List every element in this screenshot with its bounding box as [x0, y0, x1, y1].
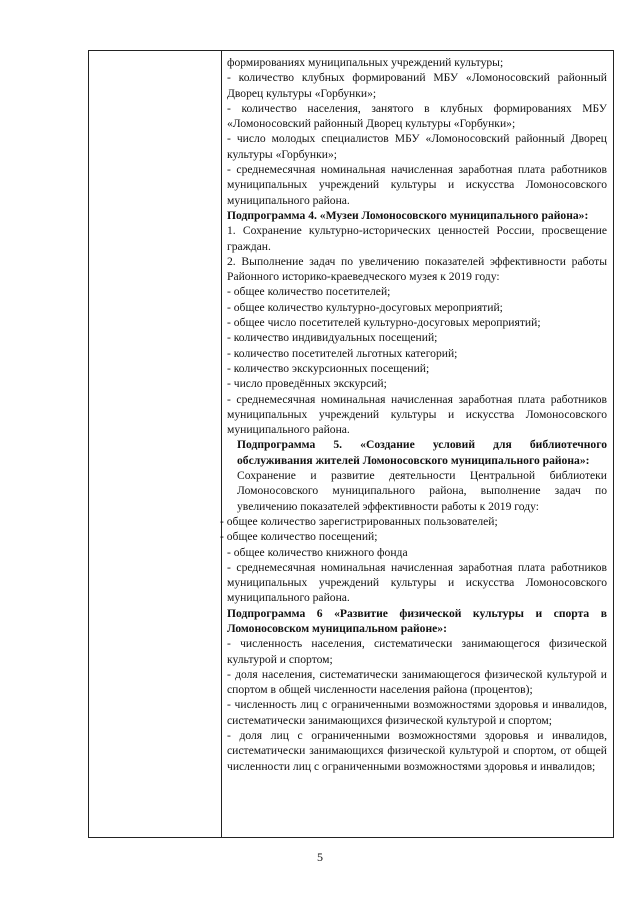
text-line: - количество населения, занятого в клубных формированиях МБУ «Ломоносовский районный Дворец культуры «Горбунки»; [227, 101, 607, 131]
text-line: - количество клубных формирований МБУ «Ломоносовский районный Дворец культуры «Горбунки»; [227, 71, 607, 100]
text-line: формированиях муниципальных учреждений культуры; [227, 56, 504, 69]
list-item: - количество индивидуальных посещений; [227, 331, 438, 345]
list-item: - общее количество зарегистрированных пользователей; [220, 514, 498, 528]
list-item: - количество экскурсионных посещений; [227, 361, 430, 375]
list-item: - численность населения, систематически занимающегося физической культурой и спортом; [227, 637, 607, 666]
list-item: 2. Выполнение задач по увеличению показателей эффективности работы Районного историко-краеведческого музея к 2019 году: [227, 254, 607, 284]
list-item: - общее количество книжного фонда [227, 545, 408, 559]
list-item: - среднемесячная номинальная начисленная заработная плата работников муниципальных учреждений культуры и искусства Ломоносовского муниципального района. [227, 560, 607, 605]
text-line: - среднемесячная номинальная начисленная заработная плата работников муниципальных учреждений культуры и искусства Ломоносовского муниципального района. [227, 163, 607, 207]
document-table [88, 50, 614, 838]
list-item: - доля населения, систематически занимающегося физической культурой и спортом в общей численности населения района (процентов); [227, 667, 607, 697]
list-item: - доля лиц с ограниченными возможностями здоровья и инвалидов, систематически занимающихся физической культурой и спортом, от общей численности лиц с ограниченными возможностями здоровья и инвалидов; [227, 729, 607, 773]
table-right-column [222, 51, 613, 837]
subprogram-5-intro: Сохранение и развитие деятельности Центральной библиотеки Ломоносовского муниципального района, выполнение задач по увеличению показателей эффективности работы к 2019 году: [237, 469, 607, 513]
table-left-column [89, 51, 222, 837]
list-item: - общее количество культурно-досуговых мероприятий; [227, 300, 503, 314]
list-item: - общее количество посещений; [220, 530, 378, 544]
list-item: 1. Сохранение культурно-исторических ценностей России, просвещение граждан. [227, 224, 607, 253]
list-item: - общее число посетителей культурно-досуговых мероприятий; [227, 316, 541, 330]
subprogram-5-title: Подпрограмма 5. «Создание условий для библиотечного обслуживания жителей Ломоносовского муниципального района»: [237, 438, 607, 467]
list-item: - количество посетителей льготных категорий; [227, 346, 458, 360]
list-item: - среднемесячная номинальная начисленная заработная плата работников муниципальных учреждений культуры и искусства Ломоносовского муниципального района. [227, 392, 607, 437]
page-number: 5 [317, 850, 323, 864]
text-line: - число молодых специалистов МБУ «Ломоносовский районный Дворец культуры «Горбунки»; [227, 132, 607, 161]
subprogram-6-title: Подпрограмма 6 «Развитие физической культуры и спорта в Ломоносовском муниципальном районе»: [227, 606, 607, 635]
subprogram-4-title: Подпрограмма 4. «Музеи Ломоносовского муниципального района»: [227, 208, 589, 222]
list-item: - число проведённых экскурсий; [227, 377, 387, 391]
list-item: - численность лиц с ограниченными возможностями здоровья и инвалидов, систематически занимающихся физической культурой и спортом; [227, 698, 607, 727]
list-item: - общее количество посетителей; [227, 285, 391, 299]
